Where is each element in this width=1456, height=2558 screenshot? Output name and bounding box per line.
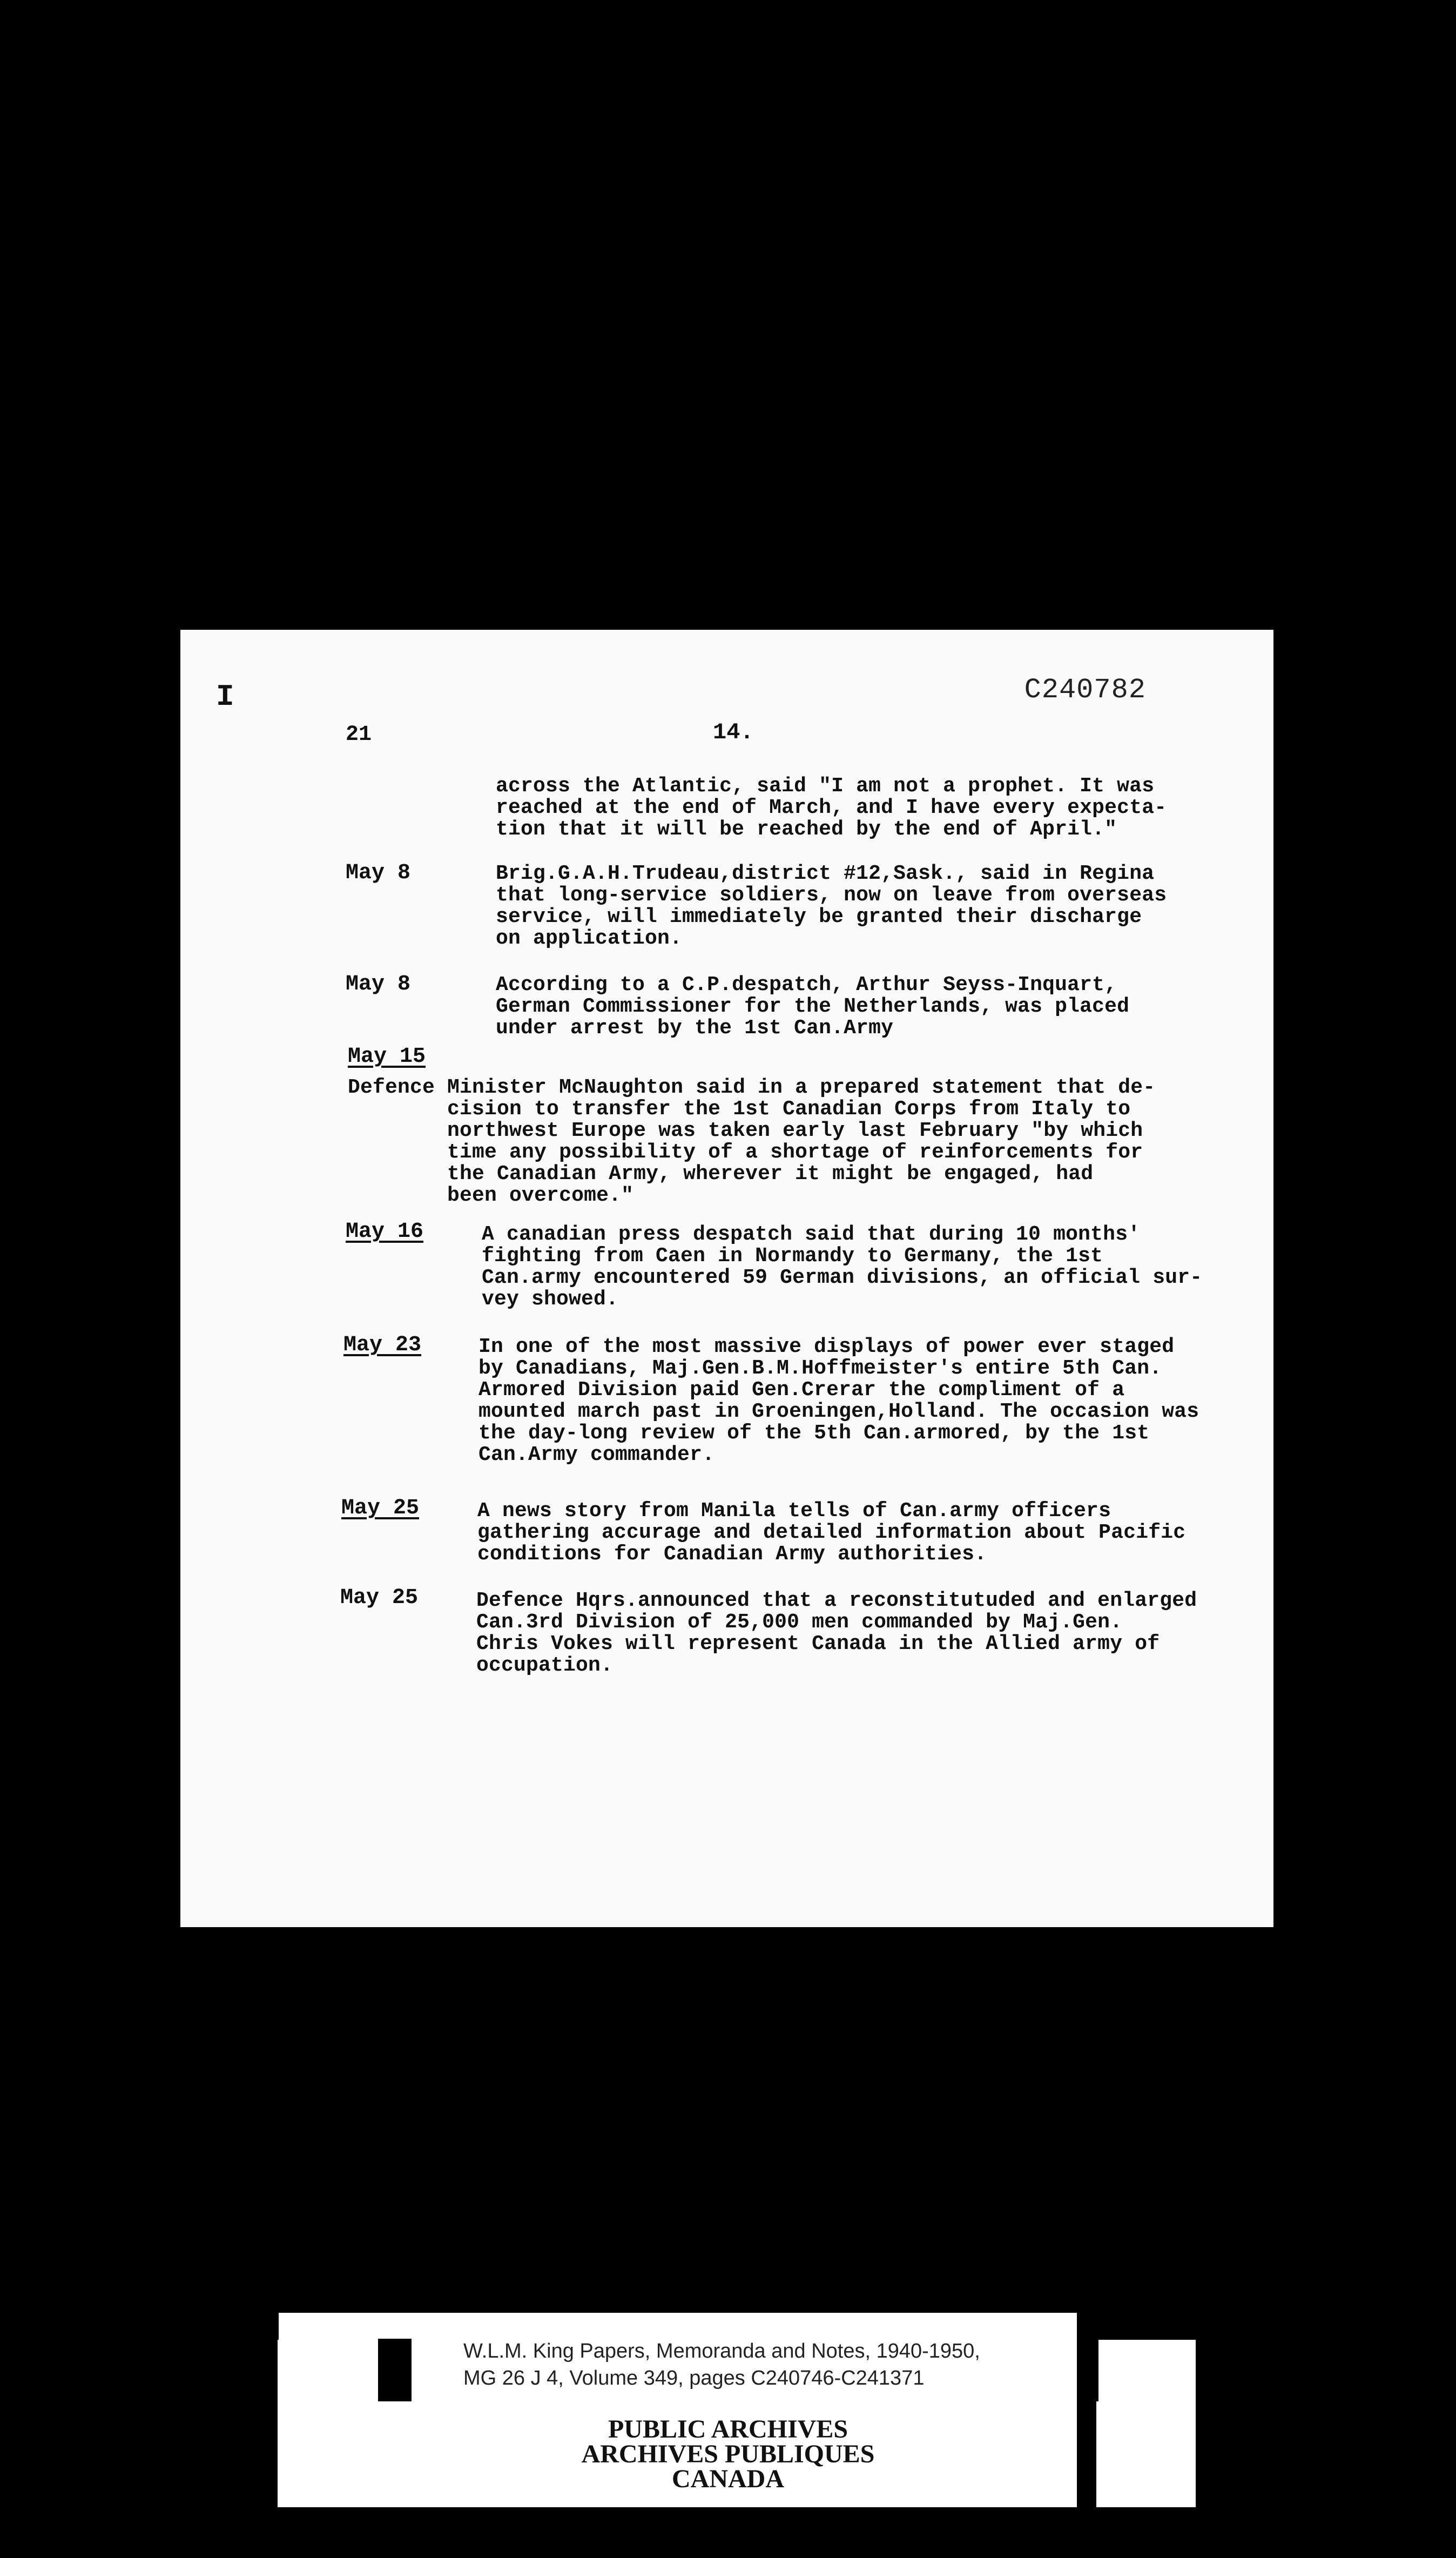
label-notch (378, 2339, 412, 2401)
document-number-stamp: C240782 (1024, 674, 1146, 706)
archives-country: CANADA (672, 2465, 784, 2493)
entry-text: A canadian press despatch said that during 10 months' fighting from Caen in Normandy to Germany, the 1st Can.army encountered 59 German divisions, an official sur- vey showed. (482, 1223, 1203, 1311)
archive-citation (463, 2338, 980, 2392)
page-left-number: 21 (346, 723, 372, 747)
entry-text: A news story from Manila tells of Can.army officers gathering accurage and detailed information about Pacific conditions for Canadian Army authorities. (477, 1499, 1186, 1566)
entry-text: Defence Minister McNaughton said in a prepared statement that de- cision to transfer the 1st Canadian Corps from Italy to northwest Europe was taken early last February "by which time any possibility of a shortage of reinforcements for the Canadian Army, wherever it might be engaged, had been overcome." (348, 1076, 1156, 1207)
entry-text: across the Atlantic, said "I am not a prophet. It was reached at the end of March, and I have every expecta- tion that it will be reached by the end of April." (496, 775, 1167, 841)
entry-date: May 8 (346, 972, 411, 997)
archives-name-en: PUBLIC ARCHIVES (608, 2415, 848, 2443)
entry-date: May 25 (340, 1586, 419, 1610)
page-number: 14. (713, 719, 754, 745)
label-notch (1077, 2339, 1098, 2401)
entry-date: May 15 (348, 1045, 426, 1069)
citation-line-1: W.L.M. King Papers, Memoranda and Notes, 1940-1950, (463, 2340, 980, 2362)
archives-name-fr: ARCHIVES PUBLIQUES (581, 2440, 875, 2468)
entry-text: In one of the most massive displays of power ever staged by Canadians, Maj.Gen.B.M.Hoffmeister's entire 5th Can. Armored Division paid Gen.Crerar the compliment of a mounted march past in Groeningen,Holland. The occasion was the day-long review of the 5th Can.armored, by the 1st Can.Army commander. (478, 1335, 1199, 1466)
entry-text: According to a C.P.despatch, Arthur Seyss-Inquart, German Commissioner for the Netherlands, was placed under arrest by the 1st Can.Army (496, 973, 1130, 1040)
entry-text: Defence Hqrs.announced that a reconstitutuded and enlarged Can.3rd Division of 25,000 men commanded by Maj.Gen. Chris Vokes will represent Canada in the Allied army of occupation. (476, 1589, 1197, 1677)
entry-date: May 25 (341, 1496, 420, 1520)
entry-date: May 8 (346, 861, 411, 885)
citation-line-2: MG 26 J 4, Volume 349, pages C240746-C241371 (463, 2367, 925, 2389)
margin-mark: I (216, 679, 234, 714)
entry-date: May 16 (346, 1220, 424, 1244)
document-page (180, 630, 1273, 1927)
entry-text: Brig.G.A.H.Trudeau,district #12,Sask., said in Regina that long-service soldiers, now on leave from overseas service, will immediately be granted their discharge on application. (496, 862, 1167, 950)
entry-date: May 23 (343, 1333, 422, 1357)
